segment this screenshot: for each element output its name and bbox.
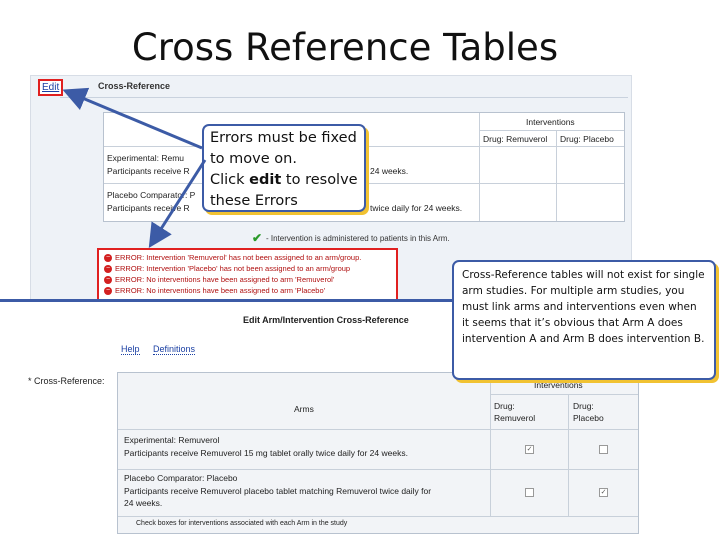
checkbox-remuverol-experimental[interactable]: ✓ — [526, 446, 533, 453]
row-arm-description-tail: twice daily for 24 weeks. — [370, 203, 463, 213]
arrow-to-edit-link — [68, 92, 202, 148]
arms-header: Arms — [294, 404, 314, 414]
checkbox-placebo-placebo-arm[interactable]: ✓ — [600, 489, 607, 496]
single-arm-callout: Cross-Reference tables will not exist for single arm studies. For multiple arm studies, you must link arms and interventions even when it seems that it’s obvious that Arm A does intervention A and Arm B does intervention B. — [452, 260, 716, 380]
callout-line: Click edit to resolve — [210, 172, 358, 188]
row-arm-description: Participants receive Remuverol 15 mg tablet orally twice daily for 24 weeks. — [124, 448, 408, 458]
row-arm-description: Participants receive Remuverol placebo tablet matching Remuverol twice daily for — [124, 486, 432, 496]
edit-link[interactable]: Edit — [38, 79, 63, 96]
column-header-placebo: Drug: — [573, 401, 594, 411]
column-header-placebo: Drug: Placebo — [560, 134, 614, 144]
error-message: − ERROR: No interventions have been assigned to arm 'Placebo' — [105, 286, 326, 295]
error-icon: − — [105, 265, 111, 273]
row-arm-name: Placebo Comparator: P — [107, 190, 196, 200]
error-message: − ERROR: Intervention 'Remuverol' has not been assigned to an arm/group. — [105, 253, 362, 262]
column-header-placebo: Placebo — [573, 413, 604, 423]
error-icon: − — [105, 287, 111, 295]
error-icon: − — [105, 276, 111, 284]
column-header-remuverol: Remuverol — [494, 413, 536, 423]
interventions-header: Interventions — [526, 117, 575, 127]
row-arm-description: 24 weeks. — [124, 498, 163, 508]
row-arm-description: Participants receive R — [107, 203, 190, 213]
table-footer-note: Check boxes for interventions associated with each Arm in the study — [136, 520, 348, 527]
row-arm-name: Experimental: Remu — [107, 153, 185, 163]
legend-text: - Intervention is administered to patients in this Arm. — [266, 234, 450, 243]
callout-emphasis: edit — [249, 172, 282, 188]
section-header: Cross-Reference — [98, 81, 171, 91]
callout-line: Errors must be fixed — [210, 130, 357, 146]
column-header-remuverol: Drug: Remuverol — [483, 134, 548, 144]
callout-line: these Errors — [210, 193, 298, 209]
checkmark-icon: ✔ — [252, 231, 263, 245]
lower-page-title: Edit Arm/Intervention Cross-Reference — [243, 315, 409, 325]
row-arm-name: Experimental: Remuverol — [124, 435, 220, 445]
cross-reference-label: * Cross-Reference: — [28, 376, 105, 386]
column-header-remuverol: Drug: — [494, 401, 515, 411]
error-message: − ERROR: Intervention 'Placebo' has not been assigned to an arm/group — [105, 264, 351, 273]
help-link[interactable]: Help — [121, 344, 140, 354]
row-arm-description: Participants receive R — [107, 166, 190, 176]
error-message: − ERROR: No interventions have been assigned to arm 'Remuverol' — [105, 275, 335, 284]
callout-line: to move on. — [210, 151, 297, 167]
row-arm-name: Placebo Comparator: Placebo — [124, 473, 238, 483]
slide-title: Cross Reference Tables — [131, 26, 559, 69]
error-icon: − — [105, 254, 111, 262]
row-arm-description-tail: 24 weeks. — [370, 166, 409, 176]
arrow-to-errors — [152, 160, 205, 243]
definitions-link[interactable]: Definitions — [153, 344, 196, 354]
interventions-header: Interventions — [534, 380, 583, 390]
